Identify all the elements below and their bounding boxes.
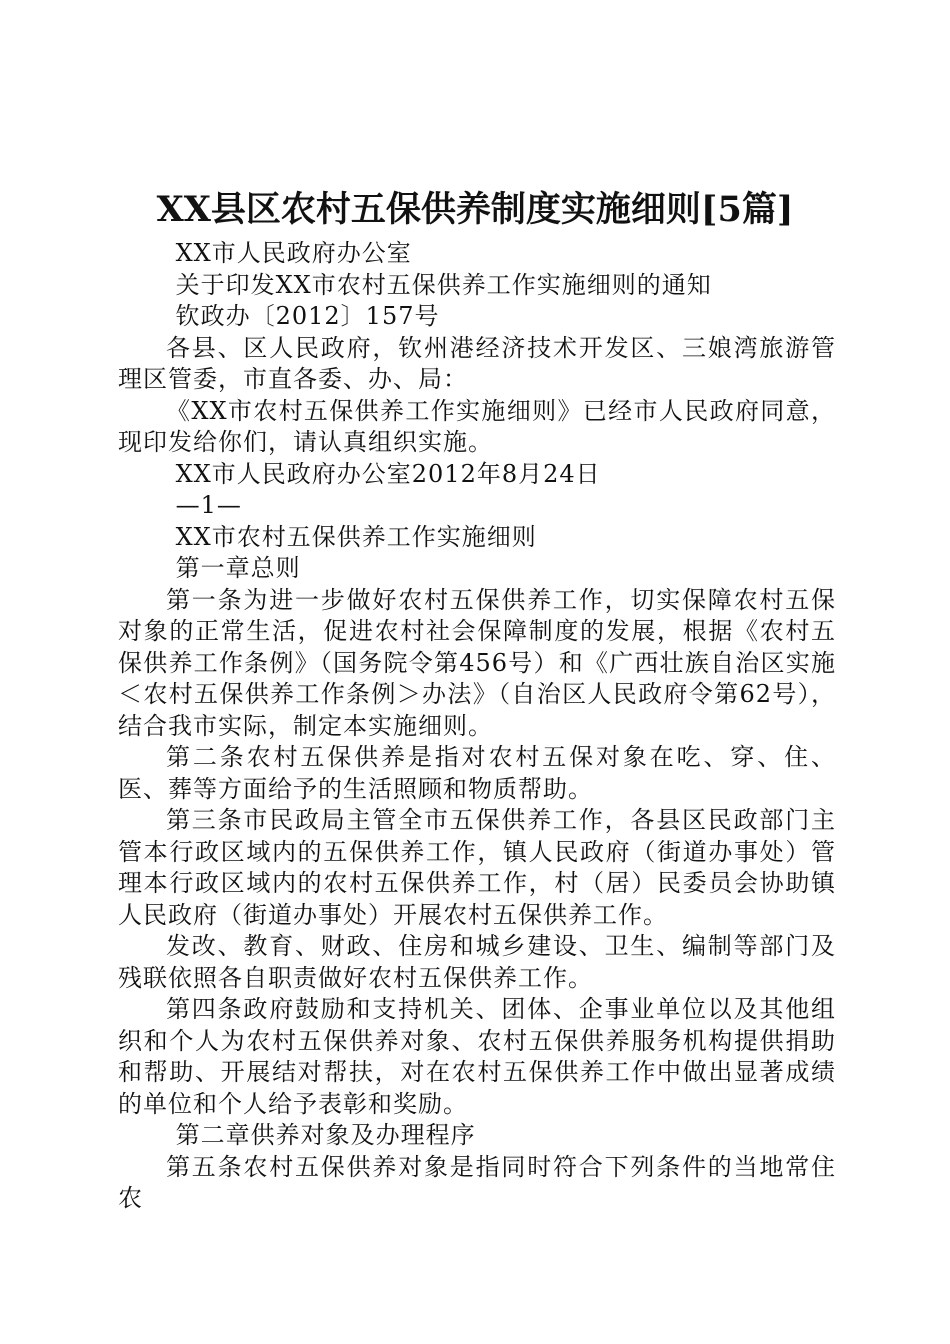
article-paragraph: 第五条农村五保供养对象是指同时符合下列条件的当地常住农 [118,1152,836,1212]
article-paragraph: 发改、教育、财政、住房和城乡建设、卫生、编制等部门及残联依照各自职责做好农村五保供养工作。 [118,932,836,992]
notice-title-line: 关于印发XX市农村五保供养工作实施细则的通知 [175,270,712,299]
article-paragraph: 第四条政府鼓励和支持机关、团体、企事业单位以及其他组织和个人为农村五保供养对象、农村五保供养服务机构提供捐助和帮助、开展结对帮扶，对在农村五保供养工作中做出显著成绩的单位和个人给予表彰和奖励。 [118,995,836,1118]
recipients-paragraph: 各县、区人民政府，钦州港经济技术开发区、三娘湾旅游管理区管委，市直各委、办、局： [118,333,836,393]
article-paragraph: 第三条市民政局主管全市五保供养工作，各县区民政部门主管本行政区域内的五保供养工作，镇人民政府（街道办事处）管理本行政区域内的农村五保供养工作，村（居）民委员会协助镇人民政府（街道办事处）开展农村五保供养工作。 [118,806,836,929]
article-paragraph: 第二条农村五保供养是指对农村五保对象在吃、穿、住、医、葬等方面给予的生活照顾和物质帮助。 [118,743,836,803]
document-title: XX县区农村五保供养制度实施细则[5篇] [156,189,794,230]
chapter-heading: 第一章总则 [175,554,301,582]
notice-paragraph: 《XX市农村五保供养工作实施细则》已经市人民政府同意，现印发给你们，请认真组织实施。 [118,396,836,456]
chapter-heading: 第二章供养对象及办理程序 [175,1121,476,1149]
page-marker: —1— [175,491,242,519]
signature-date-line: XX市人民政府办公室2012年8月24日 [175,459,601,488]
article-paragraph: 第一条为进一步做好农村五保供养工作，切实保障农村五保对象的正常生活，促进农村社会保障制度的发展，根据《农村五保供养工作条例》（国务院令第456号）和《广西壮族自治区实施＜农村五保供养工作条例＞办法》（自治区人民政府令第62号），结合我市实际，制定本实施细则。 [118,585,836,740]
issuer-line: XX市人民政府办公室 [175,239,412,267]
document-number-line: 钦政办〔2012〕157号 [175,302,440,330]
document-body [118,238,836,1215]
rules-title-line: XX市农村五保供养工作实施细则 [175,522,537,551]
